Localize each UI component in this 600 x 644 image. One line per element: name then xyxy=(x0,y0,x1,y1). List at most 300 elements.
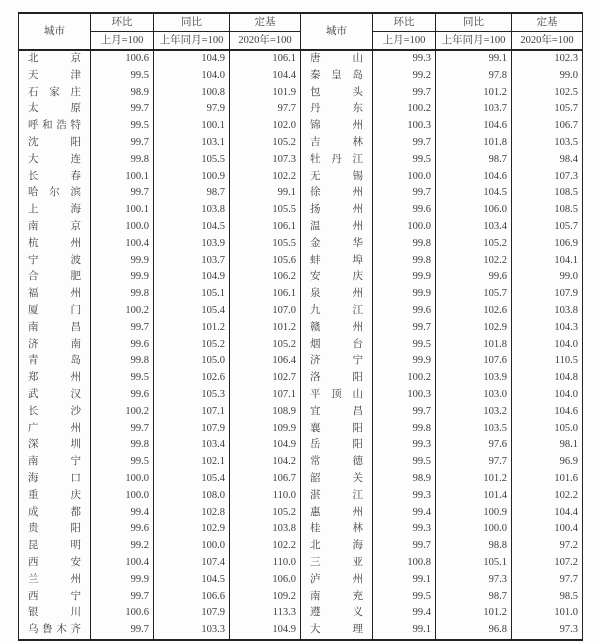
table-row xyxy=(19,437,583,454)
base-value-right: 97.3 xyxy=(512,622,583,640)
table-row xyxy=(19,454,583,471)
yoy-value-right: 104.6 xyxy=(436,169,512,186)
base-value-right: 103.8 xyxy=(512,303,583,320)
yoy-value-left: 100.8 xyxy=(154,85,230,102)
yoy-value-left: 105.4 xyxy=(154,303,230,320)
base-value-right: 107.9 xyxy=(512,286,583,303)
city-cell-left xyxy=(19,521,91,538)
city-label: 牡丹江 xyxy=(310,153,363,165)
city-label: 宜昌 xyxy=(310,405,363,417)
header-city-right: 城市 xyxy=(301,13,373,50)
mom-value-left: 99.9 xyxy=(91,572,154,589)
city-cell-left xyxy=(19,505,91,522)
city-label: 襄阳 xyxy=(310,422,363,434)
city-label: 济宁 xyxy=(310,355,363,367)
city-label: 金华 xyxy=(310,237,363,249)
city-label: 乌鲁木齐 xyxy=(28,624,81,636)
yoy-value-left: 98.7 xyxy=(154,185,230,202)
mom-value-right: 99.1 xyxy=(373,572,436,589)
city-label: 上海 xyxy=(28,204,81,216)
yoy-value-left: 105.5 xyxy=(154,152,230,169)
table-row xyxy=(19,353,583,370)
mom-value-right: 99.7 xyxy=(373,404,436,421)
city-label: 广州 xyxy=(28,422,81,434)
city-cell-left xyxy=(19,101,91,118)
city-cell-left xyxy=(19,286,91,303)
mom-value-right: 99.7 xyxy=(373,185,436,202)
yoy-value-left: 103.3 xyxy=(154,622,230,640)
table-row xyxy=(19,421,583,438)
table-row xyxy=(19,101,583,118)
mom-value-left: 98.9 xyxy=(91,85,154,102)
city-label: 锦州 xyxy=(310,120,363,132)
base-value-left: 101.2 xyxy=(230,320,301,337)
city-cell-left xyxy=(19,337,91,354)
yoy-value-left: 102.6 xyxy=(154,370,230,387)
mom-value-right: 99.3 xyxy=(373,437,436,454)
city-cell-left xyxy=(19,219,91,236)
city-label: 石家庄 xyxy=(28,86,81,98)
yoy-value-left: 103.1 xyxy=(154,135,230,152)
city-label: 呼和浩特 xyxy=(28,120,81,132)
city-label: 贵阳 xyxy=(28,523,81,535)
mom-value-left: 100.1 xyxy=(91,202,154,219)
header-base-left: 定基 xyxy=(230,13,301,32)
city-label: 宁波 xyxy=(28,254,81,266)
table-row xyxy=(19,185,583,202)
mom-value-right: 99.5 xyxy=(373,454,436,471)
city-cell-left xyxy=(19,589,91,606)
city-label: 丹东 xyxy=(310,103,363,115)
city-cell-right xyxy=(301,471,373,488)
mom-value-left: 99.7 xyxy=(91,135,154,152)
base-value-right: 102.3 xyxy=(512,50,583,68)
city-cell-left xyxy=(19,421,91,438)
base-value-left: 106.1 xyxy=(230,219,301,236)
yoy-value-right: 101.4 xyxy=(436,488,512,505)
city-label: 西宁 xyxy=(28,590,81,602)
city-cell-left xyxy=(19,538,91,555)
table-row xyxy=(19,387,583,404)
city-cell-left xyxy=(19,68,91,85)
city-cell-right xyxy=(301,169,373,186)
yoy-value-left: 105.2 xyxy=(154,337,230,354)
mom-value-right: 99.7 xyxy=(373,320,436,337)
mom-value-left: 99.9 xyxy=(91,253,154,270)
city-label: 常德 xyxy=(310,456,363,468)
base-value-right: 105.0 xyxy=(512,421,583,438)
city-cell-right xyxy=(301,454,373,471)
base-value-left: 107.1 xyxy=(230,387,301,404)
yoy-value-left: 100.1 xyxy=(154,118,230,135)
city-cell-left xyxy=(19,50,91,68)
mom-value-right: 99.9 xyxy=(373,286,436,303)
base-value-left: 110.0 xyxy=(230,488,301,505)
base-value-left: 106.0 xyxy=(230,572,301,589)
city-label: 哈尔滨 xyxy=(28,187,81,199)
base-value-left: 107.3 xyxy=(230,152,301,169)
yoy-value-right: 99.1 xyxy=(436,50,512,68)
city-label: 蚌埠 xyxy=(310,254,363,266)
city-cell-left xyxy=(19,253,91,270)
yoy-value-right: 103.2 xyxy=(436,404,512,421)
city-cell-right xyxy=(301,404,373,421)
city-cell-left xyxy=(19,370,91,387)
city-cell-left xyxy=(19,169,91,186)
city-label: 惠州 xyxy=(310,506,363,518)
yoy-value-right: 101.8 xyxy=(436,135,512,152)
table-row xyxy=(19,253,583,270)
base-value-left: 109.2 xyxy=(230,589,301,606)
city-cell-right xyxy=(301,437,373,454)
city-label: 扬州 xyxy=(310,204,363,216)
base-value-right: 102.2 xyxy=(512,488,583,505)
city-label: 合肥 xyxy=(28,271,81,283)
city-cell-left xyxy=(19,135,91,152)
city-cell-left xyxy=(19,152,91,169)
yoy-value-right: 102.2 xyxy=(436,253,512,270)
city-label: 赣州 xyxy=(310,321,363,333)
yoy-value-left: 103.8 xyxy=(154,202,230,219)
yoy-value-left: 104.0 xyxy=(154,68,230,85)
mom-value-left: 100.6 xyxy=(91,605,154,622)
mom-value-left: 99.6 xyxy=(91,337,154,354)
city-cell-left xyxy=(19,85,91,102)
yoy-value-right: 103.4 xyxy=(436,219,512,236)
city-cell-right xyxy=(301,269,373,286)
mom-value-right: 100.2 xyxy=(373,370,436,387)
mom-value-left: 100.1 xyxy=(91,169,154,186)
mom-value-left: 99.5 xyxy=(91,68,154,85)
mom-value-left: 100.4 xyxy=(91,236,154,253)
subheader-yoy-right: 上年同月=100 xyxy=(436,32,512,51)
base-value-left: 110.0 xyxy=(230,555,301,572)
base-value-right: 96.9 xyxy=(512,454,583,471)
header-base-right: 定基 xyxy=(512,13,583,32)
mom-value-right: 99.4 xyxy=(373,505,436,522)
base-value-left: 106.2 xyxy=(230,269,301,286)
mom-value-right: 100.8 xyxy=(373,555,436,572)
mom-value-right: 99.2 xyxy=(373,68,436,85)
base-value-right: 101.6 xyxy=(512,471,583,488)
base-value-right: 105.7 xyxy=(512,101,583,118)
base-value-left: 102.0 xyxy=(230,118,301,135)
yoy-value-left: 106.6 xyxy=(154,589,230,606)
table-row xyxy=(19,219,583,236)
city-label: 三亚 xyxy=(310,556,363,568)
yoy-value-left: 104.9 xyxy=(154,50,230,68)
table-row xyxy=(19,202,583,219)
city-label: 西安 xyxy=(28,556,81,568)
base-value-right: 97.7 xyxy=(512,572,583,589)
mom-value-right: 99.3 xyxy=(373,521,436,538)
mom-value-left: 100.0 xyxy=(91,488,154,505)
city-label: 沈阳 xyxy=(28,136,81,148)
mom-value-left: 99.8 xyxy=(91,437,154,454)
city-cell-right xyxy=(301,538,373,555)
mom-value-right: 99.7 xyxy=(373,135,436,152)
table-row xyxy=(19,118,583,135)
base-value-right: 105.7 xyxy=(512,219,583,236)
mom-value-left: 99.8 xyxy=(91,286,154,303)
housing-price-index-table xyxy=(18,12,583,641)
mom-value-right: 99.3 xyxy=(373,50,436,68)
table-row xyxy=(19,337,583,354)
yoy-value-left: 101.2 xyxy=(154,320,230,337)
city-cell-left xyxy=(19,471,91,488)
table-row xyxy=(19,404,583,421)
city-cell-right xyxy=(301,353,373,370)
mom-value-right: 99.6 xyxy=(373,202,436,219)
mom-value-left: 99.8 xyxy=(91,152,154,169)
yoy-value-right: 100.9 xyxy=(436,505,512,522)
city-cell-right xyxy=(301,219,373,236)
header-mom-right: 环比 xyxy=(373,13,436,32)
base-value-right: 108.5 xyxy=(512,185,583,202)
table-row xyxy=(19,85,583,102)
table-row xyxy=(19,555,583,572)
base-value-right: 100.4 xyxy=(512,521,583,538)
city-label: 青岛 xyxy=(28,355,81,367)
base-value-left: 102.7 xyxy=(230,370,301,387)
base-value-right: 104.0 xyxy=(512,387,583,404)
table-row xyxy=(19,605,583,622)
yoy-value-right: 101.2 xyxy=(436,471,512,488)
table-row xyxy=(19,135,583,152)
table-row xyxy=(19,589,583,606)
table-row xyxy=(19,471,583,488)
mom-value-left: 99.4 xyxy=(91,505,154,522)
base-value-left: 104.4 xyxy=(230,68,301,85)
yoy-value-right: 101.2 xyxy=(436,85,512,102)
mom-value-right: 100.3 xyxy=(373,118,436,135)
city-label: 遵义 xyxy=(310,607,363,619)
mom-value-right: 99.4 xyxy=(373,605,436,622)
city-label: 长春 xyxy=(28,170,81,182)
city-cell-right xyxy=(301,135,373,152)
city-cell-right xyxy=(301,320,373,337)
city-cell-right xyxy=(301,85,373,102)
yoy-value-right: 97.7 xyxy=(436,454,512,471)
city-label: 济南 xyxy=(28,338,81,350)
yoy-value-left: 103.7 xyxy=(154,253,230,270)
city-label: 太原 xyxy=(28,103,81,115)
city-label: 长沙 xyxy=(28,405,81,417)
base-value-right: 104.4 xyxy=(512,505,583,522)
yoy-value-right: 107.6 xyxy=(436,353,512,370)
table-row xyxy=(19,303,583,320)
mom-value-left: 99.6 xyxy=(91,521,154,538)
city-cell-right xyxy=(301,101,373,118)
yoy-value-right: 100.0 xyxy=(436,521,512,538)
header-yoy-left: 同比 xyxy=(154,13,230,32)
header-yoy-right: 同比 xyxy=(436,13,512,32)
city-label: 无锡 xyxy=(310,170,363,182)
city-label: 烟台 xyxy=(310,338,363,350)
base-value-left: 99.1 xyxy=(230,185,301,202)
base-value-left: 105.2 xyxy=(230,337,301,354)
mom-value-right: 99.3 xyxy=(373,488,436,505)
city-cell-right xyxy=(301,488,373,505)
subheader-mom-right: 上月=100 xyxy=(373,32,436,51)
mom-value-right: 99.5 xyxy=(373,589,436,606)
mom-value-right: 99.8 xyxy=(373,236,436,253)
base-value-left: 106.7 xyxy=(230,471,301,488)
city-cell-right xyxy=(301,505,373,522)
yoy-value-right: 98.7 xyxy=(436,152,512,169)
yoy-value-left: 107.4 xyxy=(154,555,230,572)
city-label: 武汉 xyxy=(28,388,81,400)
base-value-right: 98.1 xyxy=(512,437,583,454)
mom-value-left: 99.8 xyxy=(91,353,154,370)
mom-value-right: 100.0 xyxy=(373,169,436,186)
mom-value-right: 99.5 xyxy=(373,152,436,169)
table-row xyxy=(19,521,583,538)
mom-value-left: 100.0 xyxy=(91,471,154,488)
base-value-right: 107.2 xyxy=(512,555,583,572)
city-label: 岳阳 xyxy=(310,439,363,451)
table-row xyxy=(19,169,583,186)
city-label: 厦门 xyxy=(28,304,81,316)
yoy-value-right: 99.6 xyxy=(436,269,512,286)
header-city-left: 城市 xyxy=(19,13,91,50)
city-label: 成都 xyxy=(28,506,81,518)
base-value-right: 98.4 xyxy=(512,152,583,169)
subheader-yoy-left: 上年同月=100 xyxy=(154,32,230,51)
base-value-left: 106.1 xyxy=(230,286,301,303)
table-row xyxy=(19,488,583,505)
yoy-value-right: 98.7 xyxy=(436,589,512,606)
yoy-value-left: 105.1 xyxy=(154,286,230,303)
yoy-value-right: 105.2 xyxy=(436,236,512,253)
city-cell-left xyxy=(19,320,91,337)
base-value-left: 105.5 xyxy=(230,202,301,219)
yoy-value-right: 105.1 xyxy=(436,555,512,572)
yoy-value-right: 98.8 xyxy=(436,538,512,555)
city-cell-right xyxy=(301,387,373,404)
yoy-value-left: 100.9 xyxy=(154,169,230,186)
mom-value-right: 99.9 xyxy=(373,353,436,370)
city-cell-right xyxy=(301,202,373,219)
mom-value-right: 100.0 xyxy=(373,219,436,236)
base-value-left: 106.1 xyxy=(230,50,301,68)
yoy-value-right: 97.8 xyxy=(436,68,512,85)
yoy-value-right: 101.8 xyxy=(436,337,512,354)
city-label: 平顶山 xyxy=(310,388,363,400)
yoy-value-left: 103.4 xyxy=(154,437,230,454)
yoy-value-left: 97.9 xyxy=(154,101,230,118)
city-cell-right xyxy=(301,185,373,202)
mom-value-left: 99.5 xyxy=(91,118,154,135)
table-row xyxy=(19,50,583,68)
header-mom-left: 环比 xyxy=(91,13,154,32)
base-value-left: 105.5 xyxy=(230,236,301,253)
city-label: 北京 xyxy=(28,53,81,64)
city-cell-left xyxy=(19,605,91,622)
base-value-right: 107.3 xyxy=(512,169,583,186)
mom-value-left: 100.2 xyxy=(91,303,154,320)
yoy-value-right: 103.0 xyxy=(436,387,512,404)
yoy-value-left: 105.4 xyxy=(154,471,230,488)
yoy-value-left: 104.9 xyxy=(154,269,230,286)
city-cell-left xyxy=(19,387,91,404)
base-value-left: 102.2 xyxy=(230,169,301,186)
city-label: 重庆 xyxy=(28,489,81,501)
city-cell-left xyxy=(19,353,91,370)
base-value-left: 104.9 xyxy=(230,622,301,640)
city-label: 南昌 xyxy=(28,321,81,333)
city-cell-left xyxy=(19,555,91,572)
yoy-value-right: 101.2 xyxy=(436,605,512,622)
city-label: 银川 xyxy=(28,607,81,619)
city-cell-right xyxy=(301,555,373,572)
base-value-right: 104.3 xyxy=(512,320,583,337)
base-value-left: 97.7 xyxy=(230,101,301,118)
yoy-value-right: 104.6 xyxy=(436,118,512,135)
base-value-left: 105.2 xyxy=(230,135,301,152)
mom-value-left: 99.7 xyxy=(91,185,154,202)
base-value-left: 102.2 xyxy=(230,538,301,555)
base-value-right: 99.0 xyxy=(512,68,583,85)
city-cell-right xyxy=(301,253,373,270)
city-label: 吉林 xyxy=(310,136,363,148)
mom-value-right: 100.2 xyxy=(373,101,436,118)
mom-value-left: 100.0 xyxy=(91,219,154,236)
city-cell-left xyxy=(19,202,91,219)
base-value-left: 109.9 xyxy=(230,421,301,438)
city-cell-right xyxy=(301,337,373,354)
city-label: 南京 xyxy=(28,220,81,232)
yoy-value-left: 104.5 xyxy=(154,219,230,236)
city-cell-right xyxy=(301,68,373,85)
yoy-value-left: 107.1 xyxy=(154,404,230,421)
city-label: 唐山 xyxy=(310,53,363,64)
city-label: 泸州 xyxy=(310,573,363,585)
base-value-right: 106.9 xyxy=(512,236,583,253)
city-label: 大连 xyxy=(28,153,81,165)
city-label: 包头 xyxy=(310,86,363,98)
city-label: 福州 xyxy=(28,288,81,300)
yoy-value-left: 103.9 xyxy=(154,236,230,253)
yoy-value-left: 105.0 xyxy=(154,353,230,370)
yoy-value-right: 96.8 xyxy=(436,622,512,640)
base-value-right: 103.5 xyxy=(512,135,583,152)
mom-value-left: 99.7 xyxy=(91,622,154,640)
mom-value-right: 100.3 xyxy=(373,387,436,404)
city-label: 昆明 xyxy=(28,540,81,552)
mom-value-right: 99.7 xyxy=(373,538,436,555)
mom-value-left: 99.7 xyxy=(91,320,154,337)
city-label: 徐州 xyxy=(310,187,363,199)
table-row xyxy=(19,286,583,303)
yoy-value-left: 107.9 xyxy=(154,605,230,622)
yoy-value-right: 102.6 xyxy=(436,303,512,320)
base-value-right: 98.5 xyxy=(512,589,583,606)
city-label: 湛江 xyxy=(310,489,363,501)
mom-value-left: 99.9 xyxy=(91,269,154,286)
city-cell-right xyxy=(301,286,373,303)
base-value-right: 106.7 xyxy=(512,118,583,135)
yoy-value-left: 105.3 xyxy=(154,387,230,404)
mom-value-left: 99.6 xyxy=(91,387,154,404)
yoy-value-left: 102.1 xyxy=(154,454,230,471)
city-label: 温州 xyxy=(310,220,363,232)
city-cell-left xyxy=(19,572,91,589)
table-row xyxy=(19,320,583,337)
base-value-right: 97.2 xyxy=(512,538,583,555)
base-value-left: 108.9 xyxy=(230,404,301,421)
yoy-value-right: 104.5 xyxy=(436,185,512,202)
